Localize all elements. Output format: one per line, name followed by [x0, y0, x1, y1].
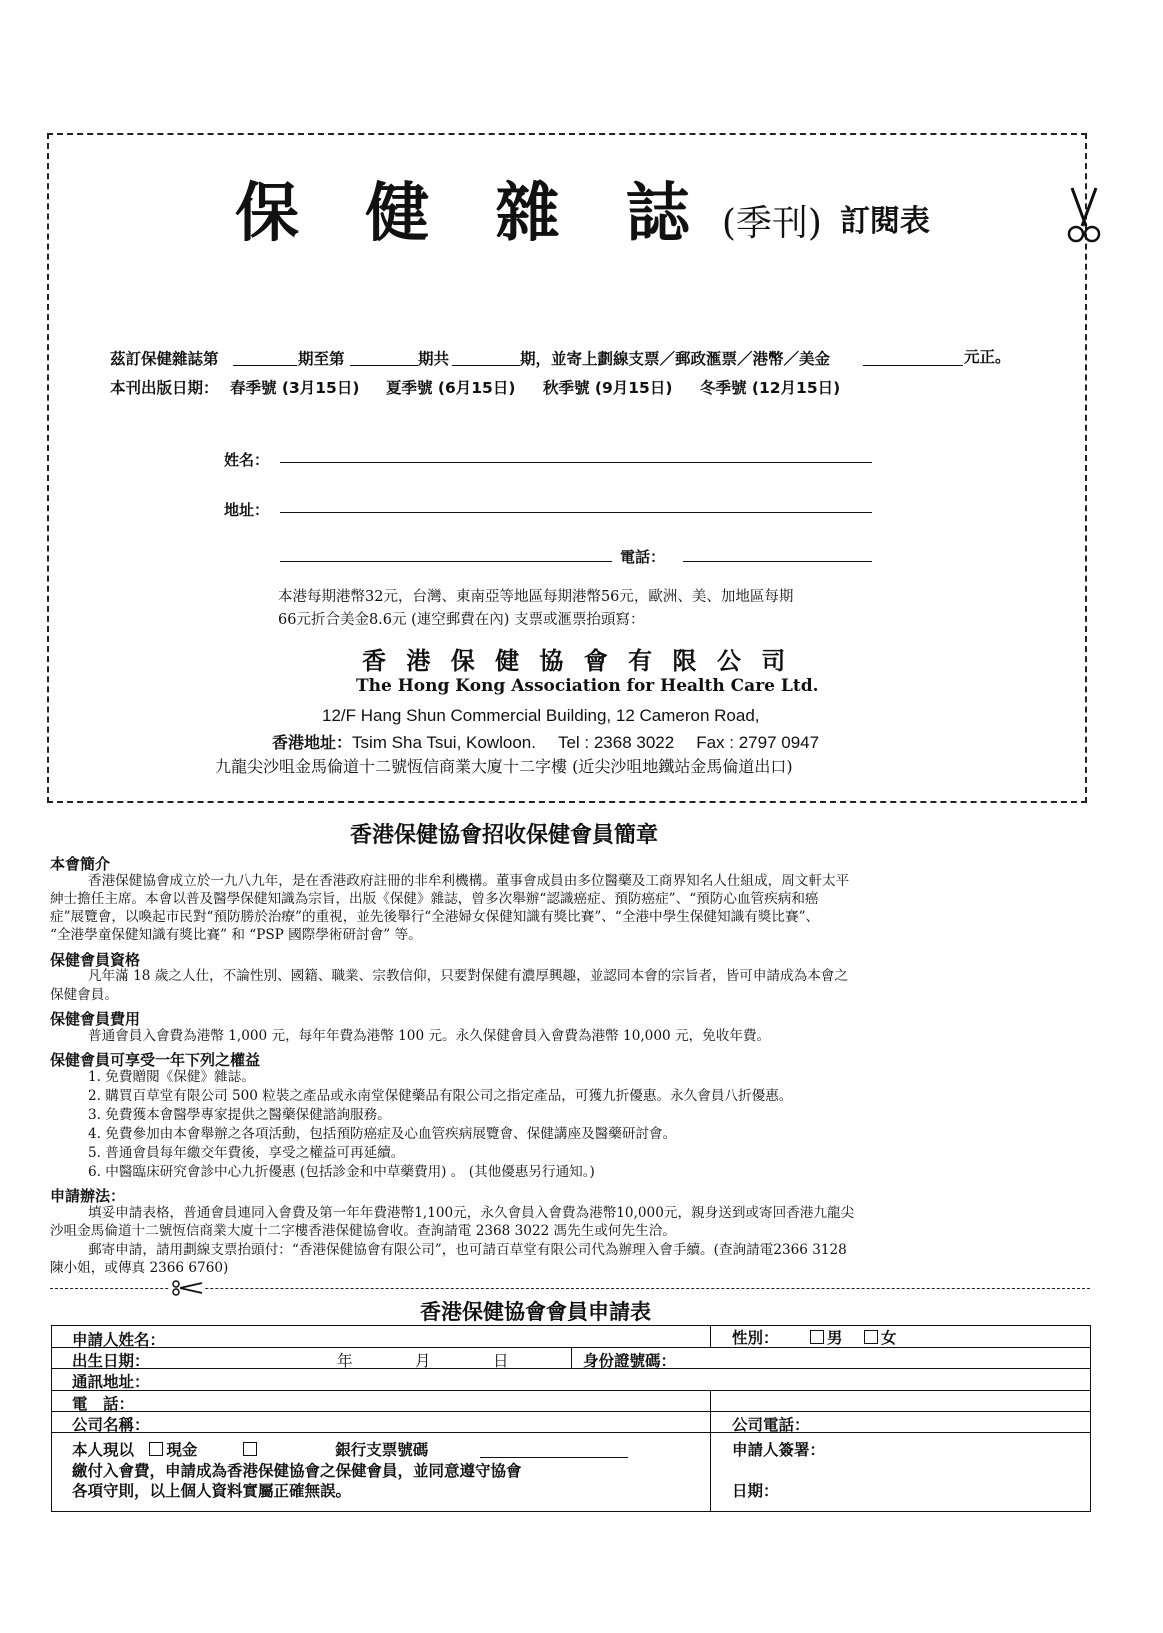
scissors-icon: [1064, 186, 1104, 246]
rights-list-item: 3. 免費獲本會醫學專家提供之醫藥保健諮詢服務。: [88, 1107, 391, 1123]
apply-paragraph-line: 陳小姐，或傳真 2366 6760): [50, 1260, 229, 1276]
gender-male-checkbox[interactable]: [810, 1330, 824, 1344]
subscriber-name-label: 姓名：: [224, 451, 270, 469]
application-form-title: 香港保健協會會員申請表: [420, 1299, 651, 1324]
subscriber-address-field-1[interactable]: [280, 512, 872, 513]
gender-male-label: 男: [827, 1328, 843, 1347]
order-payment-label: 期，並寄上劃線支票／郵政滙票／港幣／美金: [520, 350, 831, 368]
subscriber-address-label: 地址：: [224, 501, 270, 519]
payment-cash-checkbox[interactable]: [149, 1442, 163, 1456]
subscription-title-suffix: 訂閱表: [839, 204, 930, 239]
fee-info-line-2: 66元折合美金8.6元 (連空郵費在內) 支票或滙票抬頭寫：: [278, 612, 645, 628]
cheque-number-field[interactable]: [480, 1457, 628, 1458]
intro-paragraph-line: 紳士擔任主席。本會以普及醫學保健知識為宗旨，出版《保健》雜誌，曾多次舉辦“認識癌症、預防癌症”、“預防心血管疾病和癌: [50, 891, 819, 907]
organization-address-en-2: Tsim Sha Tsui, Kowloon.: [352, 733, 536, 752]
apply-section-title: 申請辦法：: [50, 1187, 126, 1205]
organization-address-en-1: 12/F Hang Shun Commercial Building, 12 Cameron Road,: [322, 706, 760, 725]
payment-prefix: 本人現以: [72, 1440, 135, 1459]
issue-total-field[interactable]: [452, 365, 520, 366]
subscriber-phone-label: 電話：: [620, 548, 666, 566]
rights-list-item: 1. 免費贈閱《保健》雜誌。: [88, 1069, 255, 1085]
publication-date-winter: 冬季號 (12月15日): [700, 379, 841, 397]
subscription-title-paren: (季刊): [721, 203, 822, 244]
organization-fax: Fax : 2797 0947: [696, 733, 820, 752]
order-amount-suffix: 元正。: [964, 348, 1011, 366]
phone-label: 電 話：: [72, 1394, 135, 1413]
rights-list-item: 2. 購買百草堂有限公司 500 粒裝之產品或永南堂保健藥品有限公司之指定產品，可獲九折優惠。永久會員八折優惠。: [88, 1088, 793, 1104]
intro-paragraph-line: 香港保健協會成立於一九八九年，是在香港政府註冊的非牟利機構。董事會成員由多位醫藥及工商界知名人仕組成，周文軒太平: [88, 873, 850, 889]
declaration-line: 各項守則，以上個人資料實屬正確無誤。: [72, 1481, 352, 1500]
dob-month-label: 月: [415, 1352, 431, 1370]
dob-day-label: 日: [493, 1352, 509, 1370]
organization-name-cn: 香 港 保 健 協 會 有 限 公 司: [362, 646, 792, 675]
qualification-section-title: 保健會員資格: [50, 951, 141, 969]
publication-date-spring: 春季號 (3月15日): [230, 379, 360, 397]
subscriber-phone-field[interactable]: [683, 561, 872, 562]
qualification-paragraph-line: 保健會員。: [50, 987, 118, 1003]
organization-name-en: The Hong Kong Association for Health Care Ltd.: [356, 676, 819, 696]
subscriber-name-field[interactable]: [280, 462, 872, 463]
apply-paragraph-line: 填妥申請表格，普通會員連同入會費及第一年年費港幣1,100元，永久會員入會費為港幣10,000元，親身送到或寄回香港九龍尖: [88, 1205, 855, 1221]
issue-to-field[interactable]: [350, 365, 418, 366]
dob-year-label: 年: [337, 1352, 353, 1370]
issue-from-field[interactable]: [233, 365, 297, 366]
cut-line: [50, 1288, 1090, 1289]
rights-section-title: 保健會員可享受一年下列之權益: [50, 1051, 261, 1069]
gender-female-checkbox[interactable]: [864, 1330, 878, 1344]
organization-tel: Tel : 2368 3022: [557, 733, 675, 752]
organization-address-cn: 九龍尖沙咀金馬倫道十二號恆信商業大廈十二字樓 (近尖沙咀地鐵站金馬倫道出口): [215, 757, 793, 776]
mailing-address-label: 通訊地址：: [72, 1372, 150, 1391]
rights-list-item: 6. 中醫臨床研究會診中心九折優惠 (包括診金和中草藥費用) 。 (其他優惠另行通知。): [88, 1164, 595, 1180]
id-number-label: 身份證號碼：: [583, 1351, 677, 1370]
fee-info-line-1: 本港每期港幣32元，台灣、東南亞等地區每期港幣56元，歐洲、美、加地區每期: [278, 589, 794, 605]
gender-label: 性別：: [732, 1328, 779, 1347]
declaration-line: 繳付入會費，申請成為香港保健協會之保健會員，並同意遵守協會: [72, 1461, 522, 1480]
organization-address-label: 香港地址：: [272, 735, 353, 752]
date-label: 日期：: [732, 1481, 779, 1500]
order-issue-total-label: 期共: [418, 350, 450, 368]
publication-date-autumn: 秋季號 (9月15日): [543, 379, 673, 397]
apply-paragraph-line: 郵寄申請，請用劃線支票抬頭付：“香港保健協會有限公司”，也可請百草堂有限公司代為辦理入會手續。(查詢請電2366 3128: [88, 1242, 847, 1258]
cheque-number-label: 銀行支票號碼: [335, 1440, 429, 1459]
amount-field[interactable]: [863, 365, 963, 366]
company-phone-label: 公司電話：: [732, 1415, 810, 1434]
order-issue-to-label: 期至第: [298, 350, 345, 368]
qualification-paragraph-line: 凡年滿 18 歲之人仕，不論性別、國籍、職業、宗教信仰，只要對保健有濃厚興趣，並認同本會的宗旨者，皆可申請成為本會之: [88, 968, 848, 984]
fee-section-title: 保健會員費用: [50, 1010, 141, 1028]
application-form-table: [51, 1325, 1091, 1512]
applicant-name-label: 申請人姓名：: [72, 1330, 166, 1349]
intro-section-title: 本會簡介: [50, 855, 111, 873]
brochure-title: 香港保健協會招收保健會員簡章: [350, 822, 659, 848]
scissors-icon: [170, 1280, 204, 1296]
fee-paragraph: 普通會員入會費為港幣 1,000 元，每年年費為港幣 100 元。永久保健會員入會費為港幣 10,000 元，免收年費。: [88, 1028, 771, 1044]
company-name-label: 公司名稱：: [72, 1415, 150, 1434]
signature-label: 申請人簽署：: [732, 1440, 826, 1459]
rights-list-item: 5. 普通會員每年繳交年費後，享受之權益可再延續。: [88, 1145, 405, 1161]
publication-date-label: 本刊出版日期：: [110, 379, 219, 397]
gender-female-label: 女: [880, 1328, 897, 1347]
subscriber-address-field-2[interactable]: [280, 561, 612, 562]
publication-date-summer: 夏季號 (6月15日): [386, 379, 516, 397]
dob-label: 出生日期：: [72, 1351, 150, 1370]
rights-list-item: 4. 免費參加由本會舉辦之各項活動，包括預防癌症及心血管疾病展覽會、保健講座及醫藥研討會。: [88, 1126, 677, 1142]
payment-cash-label: 現金: [166, 1440, 198, 1459]
apply-paragraph-line: 沙咀金馬倫道十二號恆信商業大廈十二字樓香港保健協會收。查詢請電 2368 3022 馮先生或何先生洽。: [50, 1223, 676, 1239]
subscription-title-main: 保 健 雜 誌: [235, 177, 712, 251]
intro-paragraph-line: 症”展覽會，以喚起市民對“預防勝於治療”的重視，並先後舉行“全港婦女保健知識有獎比賽”、“全港中學生保健知識有獎比賽”、: [50, 909, 820, 925]
intro-paragraph-line: “全港學童保健知識有獎比賽” 和 “PSP 國際學術研討會” 等。: [50, 927, 422, 943]
order-issue-from-label: 茲訂保健雜誌第: [110, 350, 219, 368]
payment-cheque-checkbox[interactable]: [243, 1442, 257, 1456]
